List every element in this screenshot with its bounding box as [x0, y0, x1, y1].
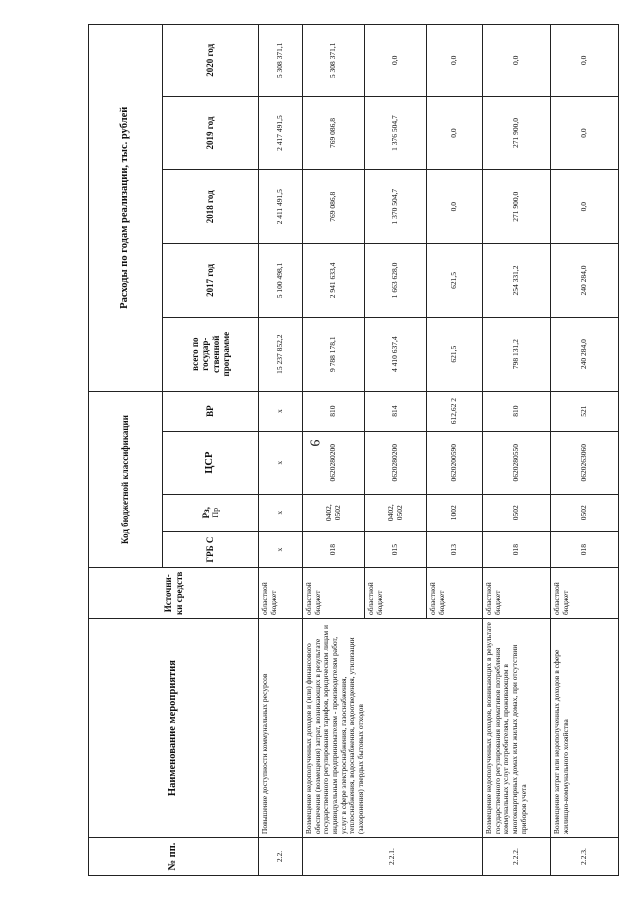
- cell-2018: 0,0: [551, 170, 619, 244]
- cell-num: 2.2.2.: [483, 838, 551, 876]
- budget-table: [88, 24, 619, 876]
- page-number: 9: [306, 439, 322, 447]
- cell-source: областной бюджет: [259, 568, 303, 619]
- cell-2020: 0,0: [551, 25, 619, 97]
- cell-grbs: 013: [427, 531, 483, 568]
- cell-2020: 5 308 371,1: [303, 25, 365, 97]
- cell-vr: 810: [483, 391, 551, 431]
- cell-total: 798 131,2: [483, 317, 551, 391]
- cell-2019: 271 900,0: [483, 96, 551, 170]
- cell-2018: 2 411 491,5: [259, 170, 303, 244]
- cell-source: областной бюджет: [483, 568, 551, 619]
- header-name: Наименование мероприятия: [89, 619, 259, 838]
- cell-source: областной бюджет: [303, 568, 365, 619]
- cell-2019: 0,0: [427, 96, 483, 170]
- header-vr: ВР: [163, 391, 259, 431]
- cell-2020: 0,0: [427, 25, 483, 97]
- cell-grbs: 018: [551, 531, 619, 568]
- cell-csr: х: [259, 431, 303, 494]
- cell-num: 2.2.3.: [551, 838, 619, 876]
- header-year-2019: 2019 год: [163, 96, 259, 170]
- cell-total: 9 788 178,1: [303, 317, 365, 391]
- cell-total: 240 284,0: [551, 317, 619, 391]
- cell-name: Возмещение недополученных доходов и (или) финансового обеспечения (возмещения) затрат, возникающих в результате государственного регулирования тарифов, юридическим лицам и индивидуальным предпринимателям - производителям работ, услуг в сфере электроснабжения, газоснабжения, теплоснабжения, водоснабжения, водоотведения, утилизации (захоронения) твердых бытовых отходов: [303, 619, 483, 838]
- header-year-2018: 2018 год: [163, 170, 259, 244]
- cell-total: 4 410 637,4: [365, 317, 427, 391]
- cell-csr: 0620280200: [303, 431, 365, 494]
- cell-csr: 0620280550: [483, 431, 551, 494]
- cell-2019: 0,0: [551, 96, 619, 170]
- table-row: [483, 25, 551, 876]
- header-rz: Рз,: [200, 507, 211, 519]
- table-row: [303, 25, 365, 876]
- cell-2017: 5 100 498,1: [259, 244, 303, 318]
- cell-source: областной бюджет: [427, 568, 483, 619]
- table-row: [551, 25, 619, 876]
- cell-name: Возмещение затрат или недополученных доходов в сфере жилищно-коммунального хозяйства: [551, 619, 619, 838]
- cell-2017: 1 663 628,0: [365, 244, 427, 318]
- cell-2018: 271 900,0: [483, 170, 551, 244]
- cell-2017: 254 331,2: [483, 244, 551, 318]
- cell-2018: 0,0: [427, 170, 483, 244]
- header-years-group: Расходы по годам реализации, тыс. рублей: [89, 25, 163, 392]
- cell-2019: 2 417 491,5: [259, 96, 303, 170]
- cell-rzpr: 0402, 0502: [303, 494, 365, 531]
- cell-num: 2.2.1.: [303, 838, 483, 876]
- header-grbs: ГРБ С: [163, 531, 259, 568]
- header-year-2020: 2020 год: [163, 25, 259, 97]
- cell-name: Возмещение недополученных доходов, возникающих в результате государственного регулирования нормативов потребления коммунальных услуг потребителям, проживающим в многоквартирных домах или жилых домах, при отсутствии приборов учета: [483, 619, 551, 838]
- cell-grbs: 018: [303, 531, 365, 568]
- cell-grbs: х: [259, 531, 303, 568]
- cell-2017: 2 941 633,4: [303, 244, 365, 318]
- cell-grbs: 015: [365, 531, 427, 568]
- header-pr: Пр: [211, 507, 221, 518]
- header-num: № пп.: [89, 838, 259, 876]
- cell-vr: 521: [551, 391, 619, 431]
- cell-name: Повышение доступности коммунальных ресурсов: [259, 619, 303, 838]
- cell-source: областной бюджет: [365, 568, 427, 619]
- cell-grbs: 018: [483, 531, 551, 568]
- cell-rzpr: 0502: [483, 494, 551, 531]
- cell-num: 2.2.: [259, 838, 303, 876]
- header-source: Источни-ки средств: [89, 568, 259, 619]
- cell-vr: 814: [365, 391, 427, 431]
- cell-2019: 1 376 504,7: [365, 96, 427, 170]
- cell-total: 621,5: [427, 317, 483, 391]
- cell-total: 15 237 852,2: [259, 317, 303, 391]
- cell-csr: 0620200590: [427, 431, 483, 494]
- cell-csr: 0620263060: [551, 431, 619, 494]
- cell-source: областной бюджет: [551, 568, 619, 619]
- header-total: всего по государ-ственной программе: [163, 317, 259, 391]
- cell-2017: 240 284,0: [551, 244, 619, 318]
- cell-2020: 0,0: [365, 25, 427, 97]
- cell-2019: 769 086,8: [303, 96, 365, 170]
- table-row: [259, 25, 303, 876]
- cell-vr: 810: [303, 391, 365, 431]
- cell-rzpr: 1002: [427, 494, 483, 531]
- cell-vr: 612,62 2: [427, 391, 483, 431]
- cell-rzpr: х: [259, 494, 303, 531]
- cell-csr: 0620280200: [365, 431, 427, 494]
- cell-vr: х: [259, 391, 303, 431]
- cell-2018: 769 086,8: [303, 170, 365, 244]
- header-rzpr: [163, 494, 259, 531]
- cell-2017: 621,5: [427, 244, 483, 318]
- cell-rzpr: 0502: [551, 494, 619, 531]
- cell-rzpr: 0402, 0502: [365, 494, 427, 531]
- cell-2018: 1 370 504,7: [365, 170, 427, 244]
- cell-2020: 5 308 371,1: [259, 25, 303, 97]
- header-code-group: Код бюджетной классификации: [89, 391, 163, 568]
- header-csr: ЦСР: [163, 431, 259, 494]
- rotated-table-stage: [88, 24, 618, 876]
- cell-2020: 0,0: [483, 25, 551, 97]
- header-year-2017: 2017 год: [163, 244, 259, 318]
